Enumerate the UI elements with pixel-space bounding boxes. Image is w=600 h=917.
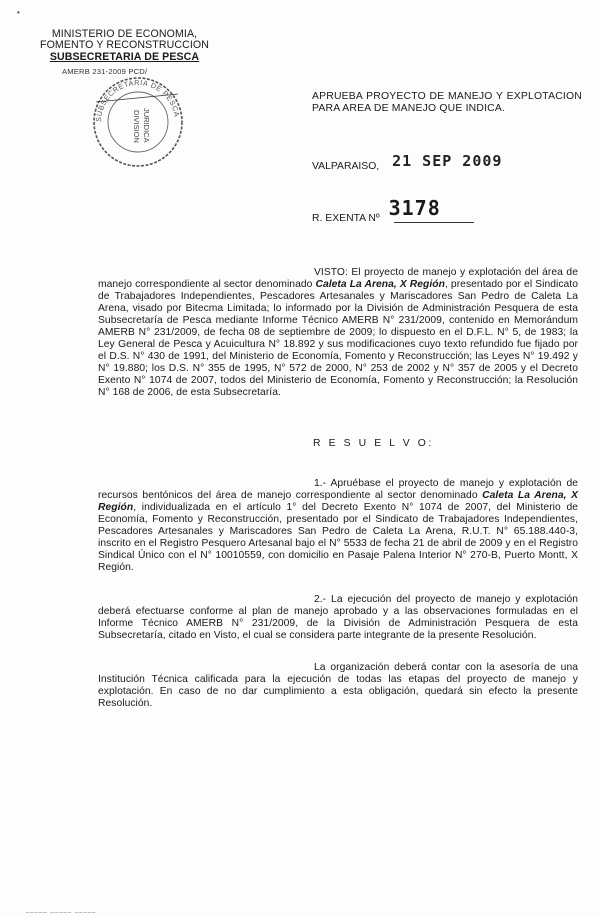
visto-text-b: , presentado por el Sindicato de Trabajadores Independientes, Pescadores Artesanales y Mariscadores San Pedro de Caleta La Arena, visado por Bitecma Limitada; lo informado por la División de Administración Pesquera de esta Subsecretaría de Pesca mediante Informe Técnico AMERB N° 231/2009, contenido en Memorándum AMERB N° 231/2009, de fecha 08 de septiembre de 2009; lo dispuesto en el D.F.L. N° 5, de 1983; la Ley General de Pesca y Acuicultura N° 18.892 y sus modificaciones cuyo texto refundido fue fijado por el D.S. N° 430 de 1991, del Ministerio de Economía, Fomento y Reconstrucción; las Leyes N° 19.492 y N° 19.880; los D.S. N° 355 de 1995, N° 572 de 2000, N° 253 de 2002 y N° 357 de 2005 y el Decreto Exento N° 1074 de 2007, todos del Ministerio de Economía, Fomento y Reconstrucción; la Resolución N° 168 de 2006, de esta Subsecretaría. — [98, 278, 578, 398]
footer-mark: _____ _____ _____ — [26, 907, 97, 913]
resuelvo-heading: R E S U E L V O: — [313, 438, 434, 449]
article-1-text-a: 1.- Apruébase el proyecto de manejo y explotación de recursos bentónicos del área de manejo correspondiente al sector denominado — [98, 478, 578, 501]
division-juridica-stamp — [88, 72, 188, 172]
article-1-paragraph — [98, 478, 578, 574]
place-date-line — [312, 152, 503, 173]
visto-text-a: El proyecto de manejo y explotación del área de manejo correspondiente al sector denominado — [98, 267, 578, 290]
resolution-number: 3178 — [388, 196, 441, 220]
stamp-ring-text: SUBSECRETARIA DE PESCA — [93, 77, 182, 123]
resolution-subject: APRUEBA PROYECTO DE MANEJO Y EXPLOTACION PARA AREA DE MANEJO QUE INDICA. — [312, 91, 582, 114]
article-1-sector: Caleta La Arena, X Región — [98, 489, 578, 513]
visto-label: VISTO: — [314, 267, 348, 278]
date-stamp: 21 SEP 2009 — [392, 152, 503, 170]
article-2-paragraph: 2.- La ejecución del proyecto de manejo y explotación deberá efectuarse conforme al plan de manejo aprobado y a las observaciones formuladas en el Informe Técnico AMERB N° 231/2009, de la División de Administración Pesquera de esta Subsecretaría, citado en Visto, el cual se considera parte integrante de la presente Resolución. — [98, 594, 578, 641]
place-label: VALPARAISO, — [312, 161, 380, 172]
article-1-text-b: , individualizada en el artículo 1° del Decreto Exento N° 1074 de 2007, del Ministerio de Economía, Fomento y Reconstrucción, presentado por el Sindicato de Trabajadores Independientes, Pescadores Artesanales y Mariscadores San Pedro de Caleta La Arena, R.U.T. N° 65.188.440-3, inscrito en el Registro Pesquero Artesanal bajo el N° 5533 de fecha 21 de abril de 2009 y en el Registro Sindical Único con el N° 10010559, con domicilio en Pasaje Palena Interior N° 270-B, Puerto Montt, X Región. — [98, 501, 578, 573]
stamp-text-juridica: JURIDICA — [142, 108, 151, 143]
advisory-paragraph: La organización deberá contar con la asesoría de una Institución Técnica calificada para la ejecución de todas las etapas del proyecto de manejo y explotación. En caso de no dar cumplimiento a esta obligación, quedará sin efecto la presente Resolución. — [98, 662, 578, 709]
subsecretaria-heading: SUBSECRETARIA DE PESCA — [49, 50, 200, 63]
resolution-underline — [394, 222, 474, 223]
stamp-text-division: DIVISION — [132, 110, 141, 143]
visto-sector: Caleta La Arena, X Región — [315, 278, 445, 290]
visto-paragraph — [98, 267, 578, 398]
resolution-number-line — [312, 196, 441, 226]
ministry-line-1: MINISTERIO DE ECONOMIA, — [51, 28, 198, 40]
ministry-line-2: FOMENTO Y RECONSTRUCCION — [40, 39, 209, 52]
ministry-header — [22, 29, 227, 63]
corner-mark: • — [17, 8, 20, 17]
resolution-label: R. EXENTA Nº — [312, 213, 380, 224]
amerb-reference: AMERB 231-2009 PCD/ — [62, 67, 148, 76]
